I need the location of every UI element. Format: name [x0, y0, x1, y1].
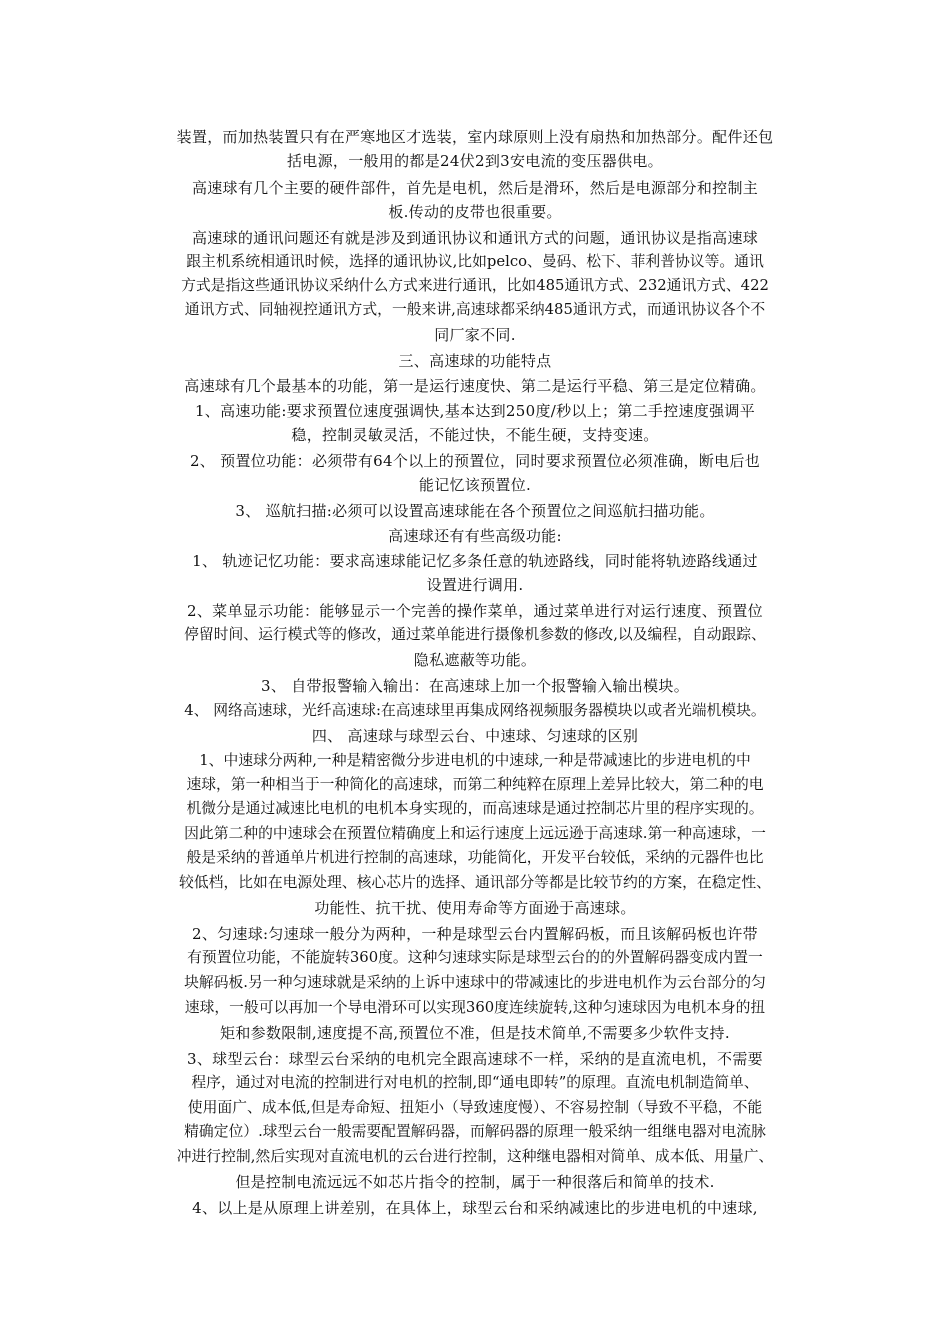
- text-line: 有预置位功能，不能旋转360度。这种匀速球实际是球型云台的的外置解码器变成内置一: [187, 949, 763, 966]
- text-line: 4、以上是从原理上讲差别，在具体上，球型云台和采纳减速比的步进电机的中速球,: [192, 1199, 758, 1217]
- text-line: 通讯方式、同轴视控通讯方式，一般来讲,高速球都采纳485通讯方式，而通讯协议各个不: [184, 301, 766, 318]
- text-line: 冲进行控制,然后实现对直流电机的云台进行控制，这种继电器相对简单、成本低、用量广、: [176, 1148, 774, 1165]
- text-line: 3、 自带报警输入输出：在高速球上加一个报警输入输出模块。: [260, 677, 689, 695]
- section-heading: 四、 高速球与球型云台、中速球、匀速球的区别: [311, 727, 639, 745]
- text-line: 精确定位）.球型云台一般需要配置解码器，而解码器的原理一般采纳一组继电器对电流脉: [184, 1123, 766, 1140]
- text-line: 隐私遮蔽等功能。: [413, 651, 537, 669]
- text-line: 跟主机系统相通讯时候，选择的通讯协议,比如pelco、曼码、松下、菲利普协议等。通讯: [186, 253, 764, 270]
- text-line: 般是采纳的普通单片机进行控制的高速球，功能简化，开发平台较低，采纳的元器件也比: [186, 849, 764, 866]
- text-line: 矩和参数限制,速度提不高,预置位不准，但是技术简单,不需要多少软件支持.: [220, 1024, 730, 1042]
- text-line: 程序，通过对电流的控制进行对电机的控制,即“通电即转”的原理。直流电机制造简单、: [191, 1074, 759, 1091]
- text-line: 1、 轨迹记忆功能：要求高速球能记忆多条任意的轨迹路线，同时能将轨迹路线通过: [192, 552, 758, 570]
- text-line: 较低档，比如在电源处理、核心芯片的选择、通讯部分等都是比较节约的方案，在稳定性、: [179, 874, 771, 891]
- text-line: 板.传动的皮带也很重要。: [388, 203, 562, 221]
- text-line: 高速球的通讯问题还有就是涉及到通讯协议和通讯方式的问题，通讯协议是指高速球: [191, 229, 759, 247]
- text-line: 使用面广、成本低,但是寿命短、扭矩小（导致速度慢）、不容易控制（导致不平稳，不能: [187, 1099, 763, 1116]
- text-line: 块解码板.另一种匀速球就是采纳的上诉中速球中的带减速比的步进电机作为云台部分的匀: [184, 974, 766, 991]
- text-line: 设置进行调用.: [426, 576, 524, 594]
- text-line: 2、匀速球:匀速球一般分为两种，一种是球型云台内置解码板，而且该解码板也许带: [191, 925, 758, 943]
- text-line: 3、球型云台：球型云台采纳的电机完全跟高速球不一样，采纳的是直流电机，不需要: [187, 1050, 763, 1068]
- text-line: 4、 网络高速球，光纤高速球:在高速球里再集成网络视频服务器模块以或者光端机模块。: [184, 702, 766, 719]
- text-line: 高速球有几个最基本的功能，第一是运行速度快、第二是运行平稳、第三是定位精确。: [184, 377, 766, 395]
- text-line: 功能性、抗干扰、使用寿命等方面逊于高速球。: [314, 899, 636, 917]
- text-line: 机微分是通过减速比电机的电机本身实现的，而高速球是通过控制芯片里的程序实现的。: [186, 800, 764, 817]
- text-line: 能记忆该预置位.: [418, 476, 532, 494]
- text-line: 因此第二种的中速球会在预置位精确度上和运行速度上远远逊于高速球.第一种高速球，一: [184, 825, 766, 842]
- text-line: 停留时间、运行模式等的修改，通过菜单能进行摄像机参数的修改,以及编程，自动跟踪、: [184, 626, 766, 643]
- text-line: 高速球有几个主要的硬件部件，首先是电机，然后是滑环，然后是电源部分和控制主: [191, 179, 759, 197]
- text-line: 速球，一般可以再加一个导电滑环可以实现360度连续旋转,这种匀速球因为电机本身的扭: [184, 999, 766, 1016]
- text-line: 高速球还有有些高级功能:: [388, 527, 562, 545]
- text-line: 1、中速球分两种,一种是精密微分步进电机的中速球,一种是带减速比的步进电机的中: [199, 752, 751, 769]
- text-line: 装置，而加热装置只有在严寒地区才选装，室内球原则上没有扇热和加热部分。配件还包: [176, 128, 774, 146]
- text-line: 1、高速功能:要求预置位速度强调快,基本达到250度/秒以上；第二手控速度强调平: [194, 402, 756, 420]
- text-line: 同厂家不同.: [434, 326, 516, 344]
- section-heading: 三、高速球的功能特点: [398, 352, 552, 370]
- text-line: 2、菜单显示功能：能够显示一个完善的操作菜单，通过菜单进行对运行速度、预置位: [187, 602, 763, 620]
- text-line: 3、 巡航扫描:必须可以设置高速球能在各个预置位之间巡航扫描功能。: [235, 502, 715, 520]
- text-line: 稳，控制灵敏灵活，不能过快，不能生硬，支持变速。: [291, 426, 659, 444]
- text-line: 但是控制电流远远不如芯片指令的控制，属于一种很落后和简单的技术.: [235, 1173, 715, 1191]
- text-line: 2、 预置位功能：必须带有64个以上的预置位，同时要求预置位必须准确，断电后也: [189, 452, 761, 470]
- text-line: 速球，第一种相当于一种简化的高速球，而第二种纯粹在原理上差异比较大，第二种的电: [186, 776, 764, 793]
- text-line: 括电源，一般用的都是24伏2到3安电流的变压器供电。: [287, 152, 663, 170]
- text-line: 方式是指这些通讯协议采纳什么方式来进行通讯，比如485通讯方式、232通讯方式、422: [181, 277, 769, 294]
